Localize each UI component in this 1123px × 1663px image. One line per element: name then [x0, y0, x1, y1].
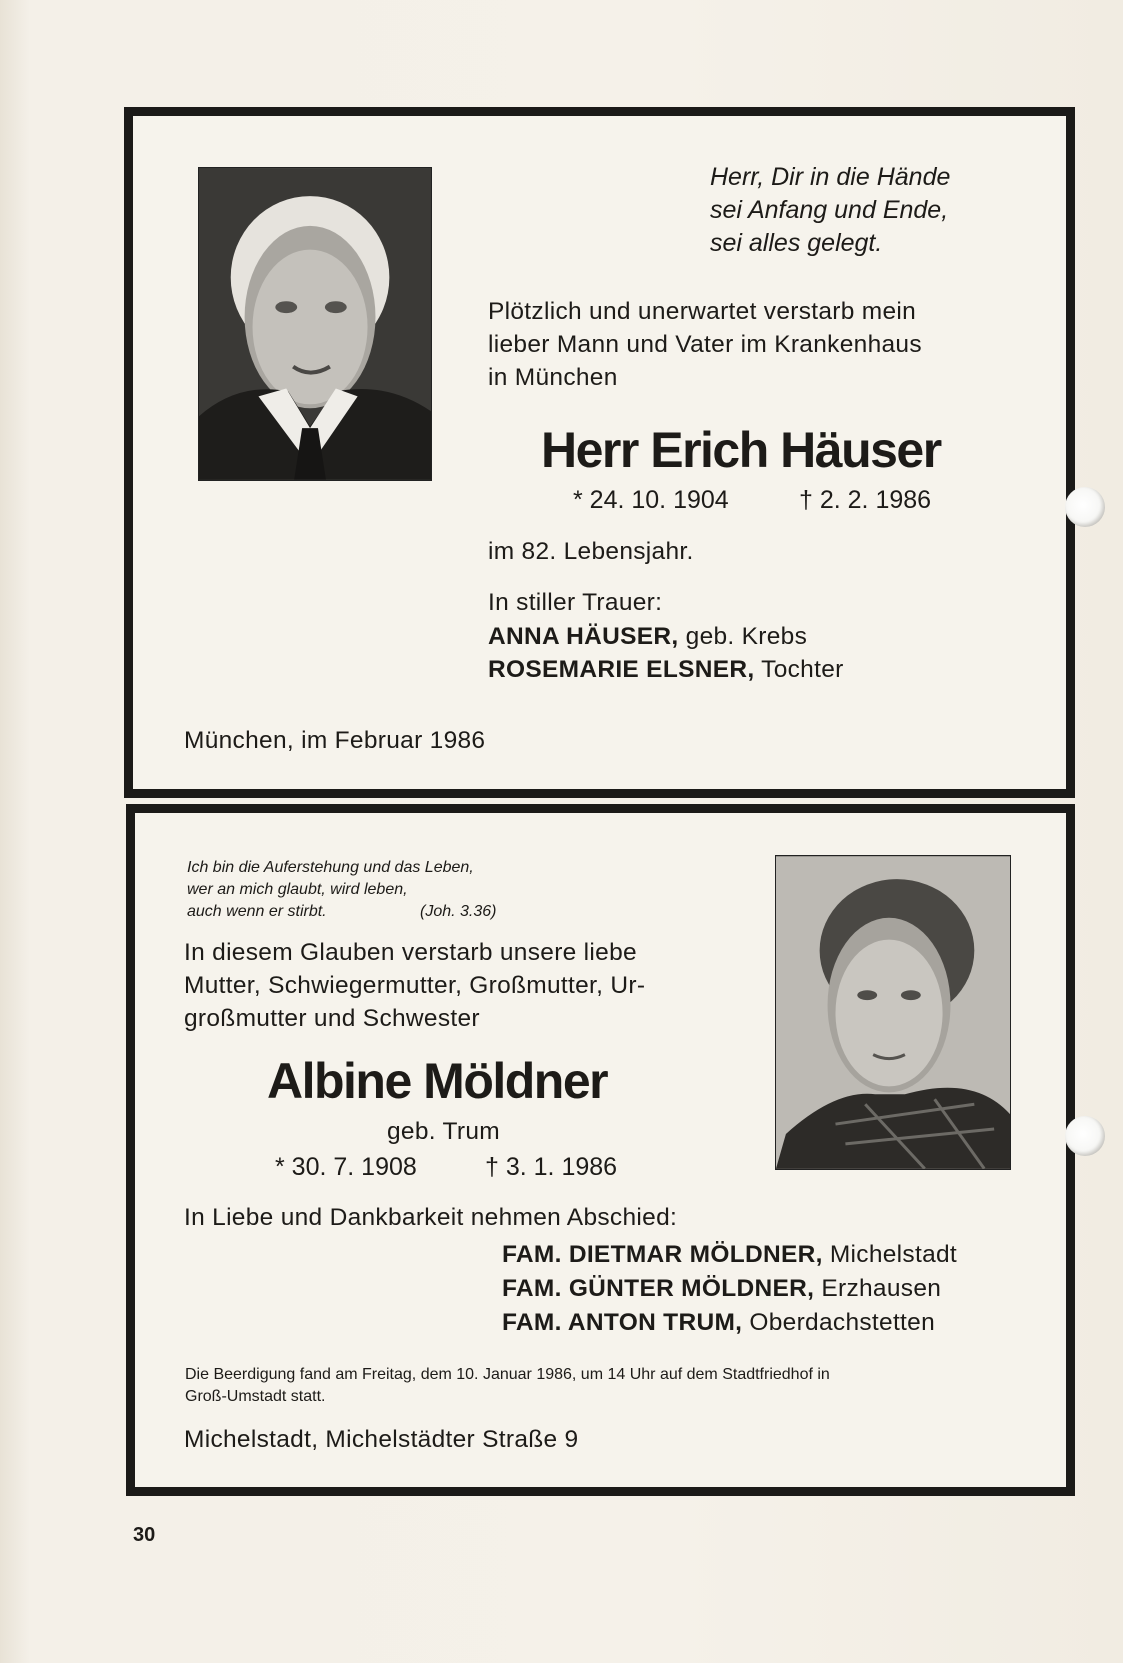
family-name: FAM. GÜNTER MÖLDNER,	[502, 1275, 815, 1302]
burial-line: Groß-Umstadt statt.	[185, 1388, 326, 1405]
portrait-woman-drawing	[776, 856, 1010, 1169]
announcement-line: in München	[488, 364, 618, 391]
quote-line: auch wenn er stirbt.	[187, 903, 327, 920]
announcement-line: Mutter, Schwiegermutter, Großmutter, Ur-	[184, 972, 646, 999]
place-and-date: München, im Februar 1986	[184, 727, 486, 754]
burial-notice	[185, 1364, 830, 1408]
address-text: Michelstadt, Michelstädter Straße 9	[184, 1426, 579, 1453]
psalm-line: Herr, Dir in die Hände	[710, 163, 951, 191]
announcement-line: In diesem Glauben verstarb unsere liebe	[184, 939, 637, 966]
age-text: im 82. Lebensjahr.	[488, 538, 694, 565]
portrait-photo-woman	[775, 855, 1011, 1170]
death-date: † 2. 2. 1986	[799, 486, 932, 514]
psalm-line: sei alles gelegt.	[710, 229, 883, 257]
deceased-name: Herr Erich Häuser	[541, 422, 941, 478]
family-place: Michelstadt	[829, 1241, 958, 1268]
family-place: Erzhausen	[821, 1275, 942, 1302]
maiden-name: geb. Trum	[387, 1118, 500, 1145]
death-date: † 3. 1. 1986	[485, 1153, 618, 1181]
punch-hole	[1065, 1116, 1105, 1156]
announcement-line: lieber Mann und Vater im Krankenhaus	[488, 331, 922, 358]
death-announcement-text	[488, 295, 922, 394]
family-name: FAM. ANTON TRUM,	[502, 1309, 743, 1336]
mourner-name: ANNA HÄUSER,	[488, 623, 679, 650]
deceased-name: Albine Möldner	[267, 1053, 608, 1109]
death-announcement-text	[184, 936, 645, 1035]
punch-hole	[1065, 487, 1105, 527]
birth-date: * 24. 10. 1904	[573, 486, 729, 514]
page-number: 30	[133, 1524, 156, 1546]
mourner-entry	[488, 653, 844, 686]
psalm-verse	[710, 161, 950, 260]
quote-line: wer an mich glaubt, wird leben,	[187, 881, 408, 898]
mourner-name: ROSEMARIE ELSNER,	[488, 656, 755, 683]
mourning-label: In stiller Trauer:	[488, 589, 663, 616]
birth-date: * 30. 7. 1908	[275, 1153, 417, 1181]
portrait-photo-man	[198, 167, 432, 481]
farewell-text: In Liebe und Dankbarkeit nehmen Abschied:	[184, 1204, 678, 1231]
mourner-note: geb. Krebs	[685, 623, 808, 650]
burial-line: Die Beerdigung fand am Freitag, dem 10. Januar 1986, um 14 Uhr auf dem Stadtfriedhof in	[185, 1366, 830, 1383]
family-place: Oberdachstetten	[749, 1309, 936, 1336]
mourner-note: Tochter	[761, 656, 844, 683]
family-name: FAM. DIETMAR MÖLDNER,	[502, 1241, 823, 1268]
bible-reference: (Joh. 3.36)	[420, 903, 497, 920]
psalm-line: sei Anfang und Ende,	[710, 196, 949, 224]
announcement-line: großmutter und Schwester	[184, 1005, 480, 1032]
quote-line: Ich bin die Auferstehung und das Leben,	[187, 859, 474, 876]
portrait-man-drawing	[199, 168, 431, 480]
mourner-entry	[488, 620, 807, 653]
family-entry	[502, 1272, 941, 1305]
announcement-line: Plötzlich und unerwartet verstarb mein	[488, 298, 917, 325]
family-entry	[502, 1238, 957, 1271]
family-entry	[502, 1306, 935, 1339]
